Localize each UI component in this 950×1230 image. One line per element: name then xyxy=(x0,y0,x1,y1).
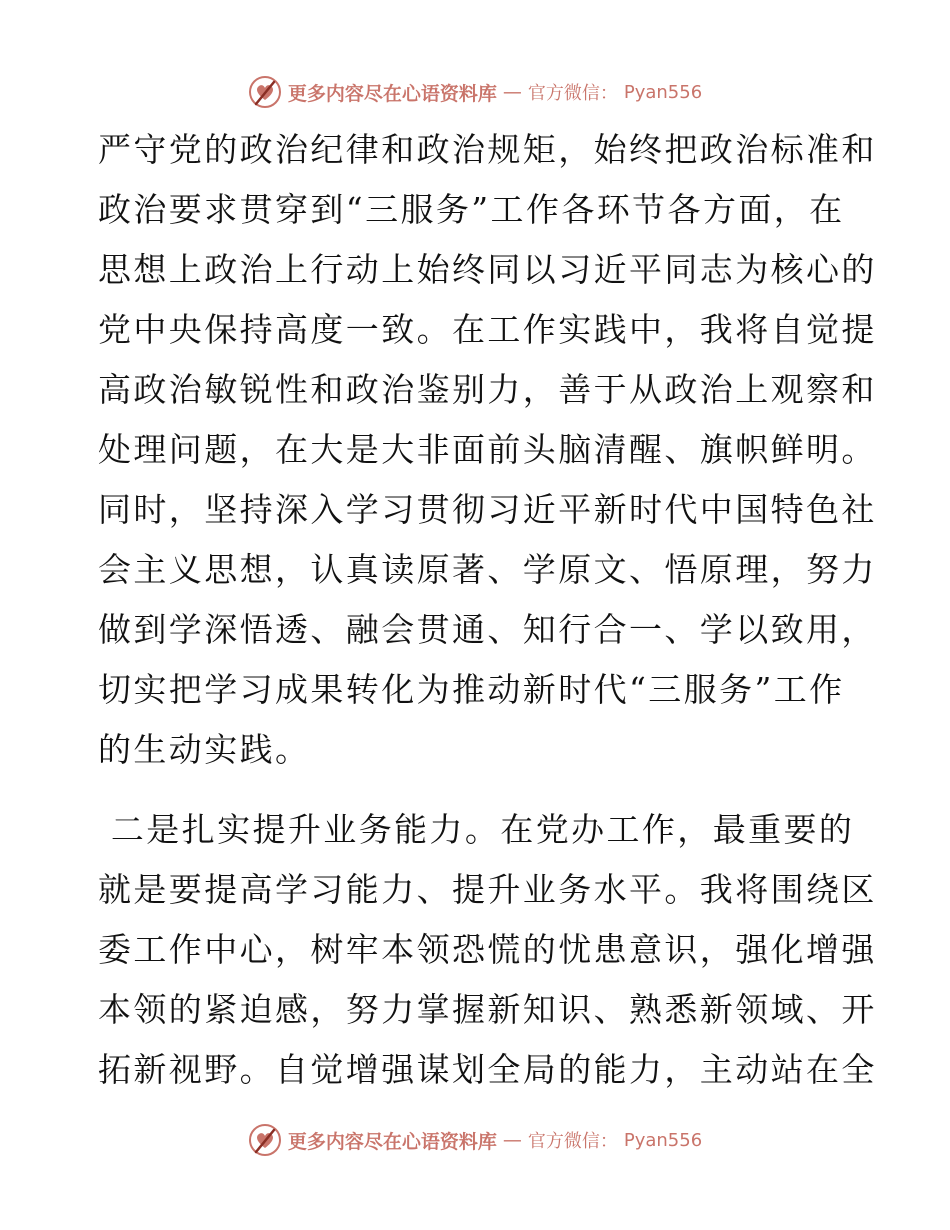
text-line: 本领的紧迫感，努力掌握新知识、熟悉新领域、开 xyxy=(98,990,877,1029)
paragraph-2 xyxy=(98,800,877,1100)
document-body xyxy=(98,120,877,1100)
paragraph-1 xyxy=(98,120,877,780)
footer-watermark xyxy=(0,1120,950,1160)
text-line: 同时，坚持深入学习贯彻习近平新时代中国特色社 xyxy=(98,490,877,529)
text-line: 做到学深悟透、融会贯通、知行合一、学以致用， xyxy=(98,610,877,649)
text-line: 二是扎实提升业务能力。在党办工作，最重要的 xyxy=(98,810,855,849)
text-line: 党中央保持高度一致。在工作实践中，我将自觉提 xyxy=(98,310,877,349)
watermark-separator: — xyxy=(502,81,522,103)
text-line: 会主义思想，认真读原著、学原文、悟原理，努力 xyxy=(98,550,877,589)
text-line: 思想上政治上行动上始终同以习近平同志为核心的 xyxy=(98,250,877,289)
paragraph-spacer xyxy=(98,780,858,800)
text-line: 拓新视野。自觉增强谋划全局的能力，主动站在全 xyxy=(98,1050,877,1089)
heart-pen-logo-icon xyxy=(248,1123,282,1157)
text-line: 政治要求贯穿到“三服务”工作各环节各方面，在 xyxy=(98,190,845,229)
watermark-brand: 更多内容尽在心语资料库 xyxy=(287,1130,497,1153)
watermark-wechat-id: Pyan556 xyxy=(623,1129,703,1151)
watermark-wechat-id: Pyan556 xyxy=(623,81,703,103)
watermark-separator: — xyxy=(502,1129,522,1151)
watermark-brand: 更多内容尽在心语资料库 xyxy=(287,82,497,105)
text-line: 委工作中心，树牢本领恐慌的忧患意识，强化增强 xyxy=(98,930,877,969)
text-line: 的生动实践。 xyxy=(98,730,311,769)
header-watermark xyxy=(0,72,950,112)
heart-pen-logo-icon xyxy=(248,75,282,109)
text-line: 切实把学习成果转化为推动新时代“三服务”工作 xyxy=(98,670,845,709)
text-line: 严守党的政治纪律和政治规矩，始终把政治标准和 xyxy=(98,130,877,169)
watermark-wechat-label: 官方微信： xyxy=(527,83,618,104)
text-line: 处理问题，在大是大非面前头脑清醒、旗帜鲜明。 xyxy=(98,430,877,469)
watermark-wechat-label: 官方微信： xyxy=(527,1131,618,1152)
text-line: 就是要提高学习能力、提升业务水平。我将围绕区 xyxy=(98,870,877,909)
text-line: 高政治敏锐性和政治鉴别力，善于从政治上观察和 xyxy=(98,370,877,409)
